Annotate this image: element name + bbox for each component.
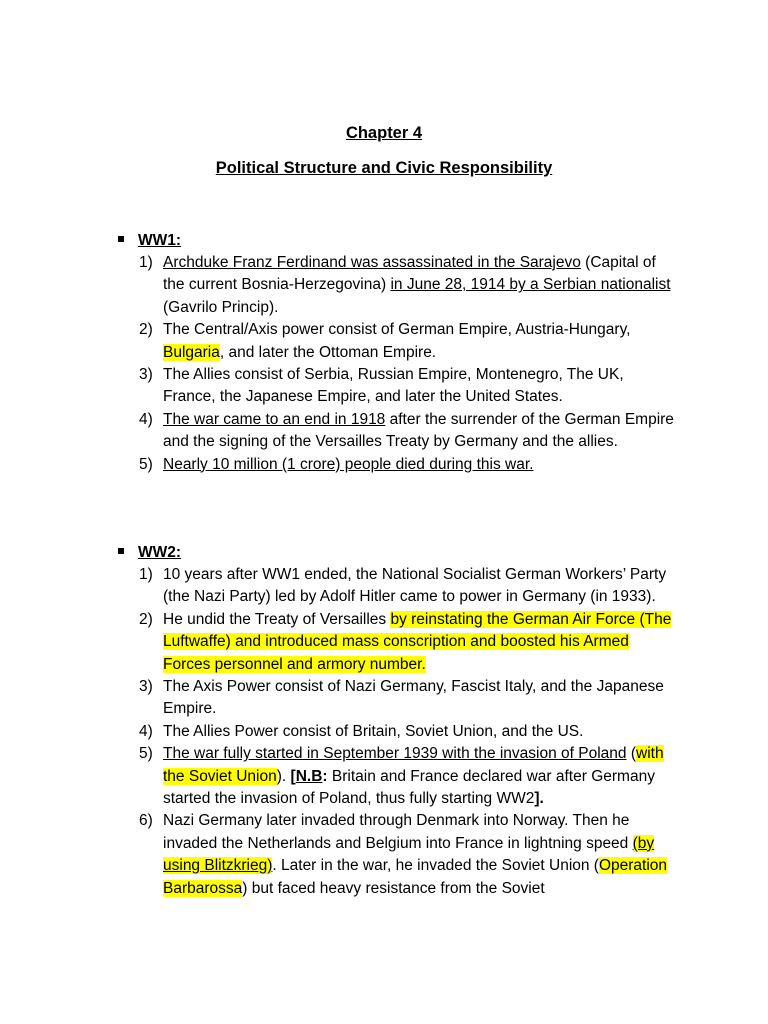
list-item-text: [ [290, 767, 296, 785]
list-item-number: 5) [139, 455, 153, 473]
list-item-number: 4) [139, 410, 153, 428]
list-item-text: The war fully started in September 1939 with the invasion of Poland [163, 745, 627, 763]
list-item-text: Nazi Germany later invaded through Denmark into Norway. Then he invaded the Netherlands and Belgium into France in lightning speed [163, 812, 633, 852]
list-item-text: after the surrender of the German Empire and the signing of the Versailles Treaty by Germany and the allies. [163, 410, 674, 451]
list-item [0, 676, 675, 721]
list-item-text: The war came to an end in 1918 [163, 410, 386, 428]
list-item-text: The Central/Axis power consist of German Empire, Austria-Hungary, [163, 321, 631, 339]
list-item-text: The Axis Power consist of Nazi Germany, Fascist Italy, and the Japanese Empire. [163, 678, 664, 718]
ww2-heading [118, 542, 181, 564]
list-item [0, 364, 675, 409]
list-item [0, 454, 675, 476]
list-item [0, 564, 675, 609]
list-item-text: ( [626, 745, 637, 763]
list-item-text: Bulgaria [163, 343, 220, 361]
ww1-heading [118, 230, 181, 252]
list-item-text: . Later in the war, he invaded the Soviet Union ( [272, 857, 599, 875]
chapter-title: Chapter 4 [345, 124, 423, 142]
list-item-text: N.B [295, 767, 323, 785]
list-item-number: 6) [139, 812, 153, 830]
list-item [0, 810, 675, 900]
list-item-text: Britain and France declared war after Germany started the invasion of Poland, thus fully starting WW2 [163, 767, 655, 808]
list-item-text: Nearly 10 million (1 crore) people died during this war. [163, 455, 534, 473]
list-item-text: (Gavrilo Princip). [163, 298, 279, 316]
list-item-text: (by using Blitzkrieg) [163, 834, 655, 875]
list-item-text: ]. [534, 790, 544, 808]
list-item-text: Operation Barbarossa [163, 857, 668, 897]
list-item-number: 2) [139, 610, 153, 628]
list-item [0, 252, 675, 319]
ww1-heading-label: WW1: [138, 232, 182, 249]
square-bullet-icon [118, 236, 124, 242]
list-item-number: 5) [139, 745, 153, 763]
list-item-text: by reinstating the German Air Force (The Luftwaffe) and introduced mass conscription and boosted his Armed Forces personnel and armory number. [163, 610, 672, 673]
list-item-number: 1) [139, 566, 153, 583]
list-item-text: (Capital of the current Bosnia-Herzegovina) [163, 254, 656, 294]
list-item-text: ) but faced heavy resistance from the Soviet [242, 879, 545, 897]
ww2-heading-label: WW2: [138, 544, 182, 561]
list-item [0, 409, 675, 454]
list-item-text: : [322, 767, 328, 785]
list-item-text: with the Soviet Union [163, 745, 664, 785]
list-item-text: 10 years after WW1 ended, the National Socialist German Workers’ Party (the Nazi Party) led by Adolf Hitler came to power in Germany (in 1933). [163, 566, 667, 606]
ww1-list [0, 252, 768, 476]
list-item-text: The Allies consist of Serbia, Russian Empire, Montenegro, The UK, France, the Japanese Empire, and later the United States. [163, 366, 624, 406]
list-item [0, 743, 675, 810]
list-item [0, 319, 675, 364]
list-item-number: 3) [139, 366, 153, 384]
list-item-number: 2) [139, 321, 153, 339]
list-item-text: ). [276, 767, 291, 785]
list-item-text: in June 28, 1914 by a Serbian nationalist [390, 276, 671, 294]
list-item [0, 609, 675, 676]
list-item-text: , and later the Ottoman Empire. [219, 343, 437, 361]
list-item-number: 1) [139, 254, 153, 271]
square-bullet-icon [118, 548, 124, 554]
list-item [0, 721, 675, 743]
list-item-text: The Allies Power consist of Britain, Soviet Union, and the US. [163, 722, 584, 740]
ww2-list [0, 564, 768, 900]
list-item-text: Archduke Franz Ferdinand was assassinated in the Sarajevo [163, 254, 581, 271]
document-title: Political Structure and Civic Responsibility [215, 159, 553, 177]
list-item-number: 4) [139, 722, 153, 740]
list-item-text: He undid the Treaty of Versailles [163, 610, 391, 628]
list-item-number: 3) [139, 678, 153, 696]
